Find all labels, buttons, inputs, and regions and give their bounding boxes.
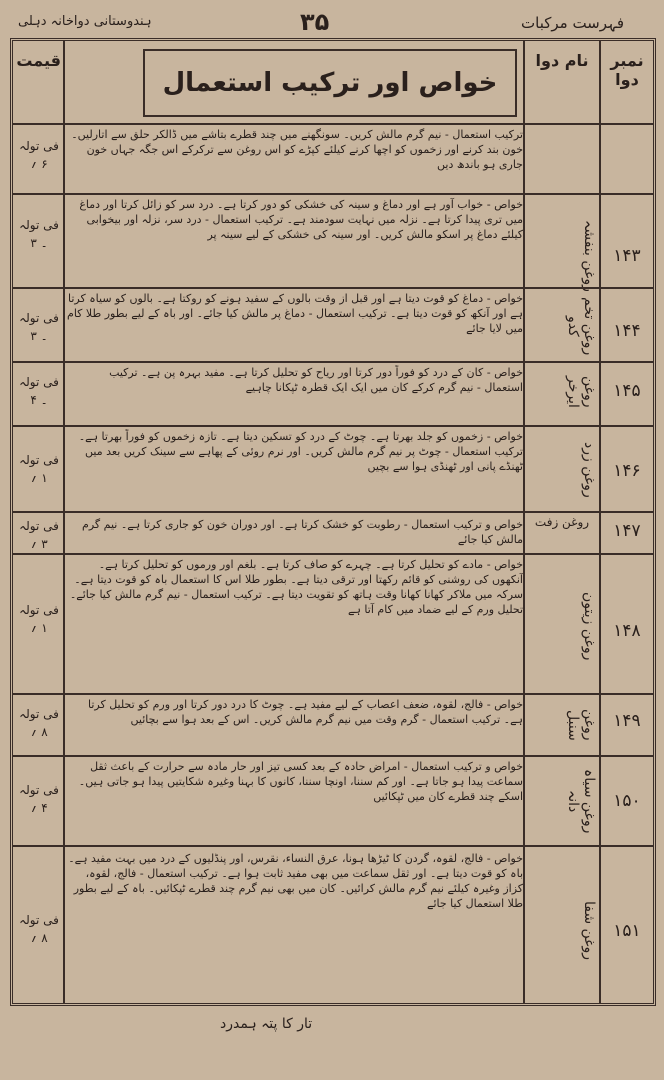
row-medicine-name: روغن ایرخر — [565, 376, 597, 408]
row-number: ۱۵۱ — [613, 921, 641, 941]
row-divider — [13, 693, 653, 695]
row-price: فی تولہ ۴ ؍ — [19, 783, 59, 815]
row-divider — [13, 287, 653, 289]
row-medicine-name: روغن بنفشہ — [581, 220, 597, 292]
row-price: فی تولہ ۳ ؍ — [19, 519, 59, 551]
row-price: فی تولہ ۔ ۳ — [19, 311, 59, 343]
table-title: خواص اور ترکیب استعمال — [143, 49, 517, 117]
row-description: خواص - فالج، لقوہ، گردن کا ٹیڑھا ہونا، عرق النساء، نقرس، اور پنڈلیوں کے درد میں بہت مفید ہے۔ باہ کو قوت دیتا ہے۔ اور ثقل سماعت میں بھی مفید ثابت ہوا ہے۔ ترکیب استعمال - فالج، لقوہ، کزاز وغیرہ کیلئے نیم گرم مالش کرائیں۔ کان میں بھی نیم گرم چند قطرے ٹپکائیں۔ باہ کے لیے بطور طلا استعمال کیا جائے — [68, 852, 523, 910]
row-divider — [13, 361, 653, 363]
row-divider — [13, 511, 653, 513]
row-divider — [13, 845, 653, 847]
column-divider — [599, 41, 601, 1003]
row-divider — [13, 553, 653, 555]
row-divider — [13, 193, 653, 195]
row-description: خواص - خواب آور ہے اور دماغ و سینہ کی خشکی کو دور کرتا ہے۔ درد سر کو زائل کرتا اور دماغ میں تری پیدا کرتا ہے۔ نزلہ میں نہایت سودمند ہے۔ ترکیب استعمال - درد سر، نزلہ اور بیخوابی کیلئے دماغ پر اسکو مالش کریں۔ اور سینہ کی خشکی کے لیے سینہ پر — [79, 198, 523, 241]
col-price-header: قیمت — [16, 51, 61, 70]
row-description: خواص و ترکیب استعمال - امراض حادہ کے بعد کسی تیز اور حار مادہ سے حرارت کے باعث ثقل سماعت پیدا ہو جاتا ہے۔ اور کم سننا، اونچا سننا، کانوں کا بہنا وغیرہ شکایتیں پیدا ہو جاتی ہیں۔ اسکے چند قطرے کان میں ٹپکائیں — [78, 760, 523, 803]
row-divider — [13, 425, 653, 427]
table-frame — [10, 38, 656, 1006]
row-number: ۱۴۶ — [613, 461, 641, 481]
header-left-text: ہندوستانی دواخانہ دہلی — [18, 14, 152, 29]
row-number: ۱۴۹ — [613, 711, 641, 731]
row-number: ۱۴۴ — [613, 321, 641, 341]
row-number: ۱۴۵ — [613, 381, 641, 401]
column-divider — [523, 41, 525, 1003]
row-price: فی تولہ ۸ ؍ — [19, 707, 59, 739]
row-divider — [13, 123, 653, 125]
footer-text: تار کا پتہ ہمدرد — [220, 1016, 313, 1032]
row-price: فی تولہ ۱ ؍ — [19, 603, 59, 635]
row-medicine-name: روغن سیاہ دانہ — [565, 768, 597, 834]
row-price: فی تولہ ۸ ؍ — [19, 913, 59, 945]
row-price: فی تولہ ۔ ۳ — [19, 218, 59, 250]
col-number-header: نمبر دوا — [610, 51, 644, 89]
row-divider — [13, 755, 653, 757]
row-price: فی تولہ ۶ ؍ — [19, 139, 59, 171]
row-number: ۱۵۰ — [613, 791, 641, 811]
row-medicine-name: روغن شفا — [581, 901, 597, 961]
row-medicine-name: روغن زرد — [581, 442, 597, 498]
header-right-text: فہرست مرکبات — [521, 14, 624, 32]
row-number: ۱۴۷ — [613, 521, 641, 541]
page-number: ۳۵ — [300, 8, 330, 36]
row-description: خواص - دماغ کو قوت دیتا ہے اور قبل از وقت بالوں کے سفید ہونے کو روکتا ہے۔ بالوں کو سیاہ کرتا ہے اور آنکھ کو قوت دیتا ہے۔ ترکیب استعمال - دماغ پر مالش کیا جائے۔ اور باہ کے لیے بطور طلا کام میں لایا جائے — [67, 292, 523, 335]
row-medicine-name: روغن تخم کدو — [565, 296, 597, 356]
row-description: خواص - کان کے درد کو فوراً دور کرتا اور ریاح کو تحلیل کرتا ہے۔ مفید بہرہ پن ہے۔ ترکیب استعمال - نیم گرم کرکے کان میں ایک ایک قطرہ ٹپکانا چاہیے — [109, 366, 523, 394]
row-price: فی تولہ ۔ ۴ — [19, 375, 59, 407]
row-medicine-name: روغن زفت — [534, 515, 590, 529]
row-number: ۱۴۸ — [613, 621, 641, 641]
row-price: فی تولہ ۱ ؍ — [19, 453, 59, 485]
col-name-header: نام دوا — [535, 51, 589, 70]
row-description: ترکیب استعمال - نیم گرم مالش کریں۔ سونگھنے میں چند قطرے بتاشے میں ڈالکر حلق سے اتارلیں۔ خون بند کرنے اور زخموں کو اچھا کرنے کیلئے کپڑے کو اس روغن سے ترکرکے اس جگہ جہاں خون جاری ہو باندھ دیں — [71, 128, 523, 171]
row-description: خواص - مادے کو تحلیل کرتا ہے۔ چہرے کو صاف کرتا ہے۔ بلغم اور ورموں کو تحلیل کرتا ہے۔ آنکھوں کی روشنی کو قائم رکھتا اور ترقی دیتا ہے۔ بطور طلا اس کا استعمال باہ کو قوت دیتا ہے۔ سرکہ میں ملاکر کھانا کھانا وقت ہاتھ کو تقویت دیتا ہے۔ ترکیب استعمال - نیم گرم مالش کیا جائے۔ تحلیل ورم کے لیے ضماد میں کام آتا ہے — [69, 558, 523, 616]
row-medicine-name: روغن سنبل — [565, 709, 597, 741]
row-description: خواص - زخموں کو جلد بھرتا ہے۔ چوٹ کے درد کو تسکین دیتا ہے۔ تازہ زخموں کو فوراً بھرتا ہے۔ ترکیب استعمال - چوٹ پر نیم گرم مالش کریں۔ اور نرم روئی کے پھاہے سے سینک کریں بعد میں ٹھنڈے پانی اور ٹھنڈی ہوا سے بچیں — [78, 430, 523, 473]
row-description: خواص - فالج، لقوہ، ضعف اعصاب کے لیے مفید ہے۔ چوٹ کا درد دور کرتا اور ورم کو تحلیل کرتا ہے۔ ترکیب استعمال - گرم وقت میں نیم گرم مالش کریں۔ اس کے بعد ہوا سے بچائیں — [87, 698, 523, 726]
row-description: خواص و ترکیب استعمال - رطوبت کو خشک کرتا ہے۔ اور دوران خون کو جاری کرتا ہے۔ نیم گرم مالش کیا جائے — [82, 518, 523, 546]
row-number: ۱۴۳ — [613, 246, 641, 266]
column-divider — [63, 41, 65, 1003]
row-medicine-name: روغن زیتون — [581, 591, 597, 661]
